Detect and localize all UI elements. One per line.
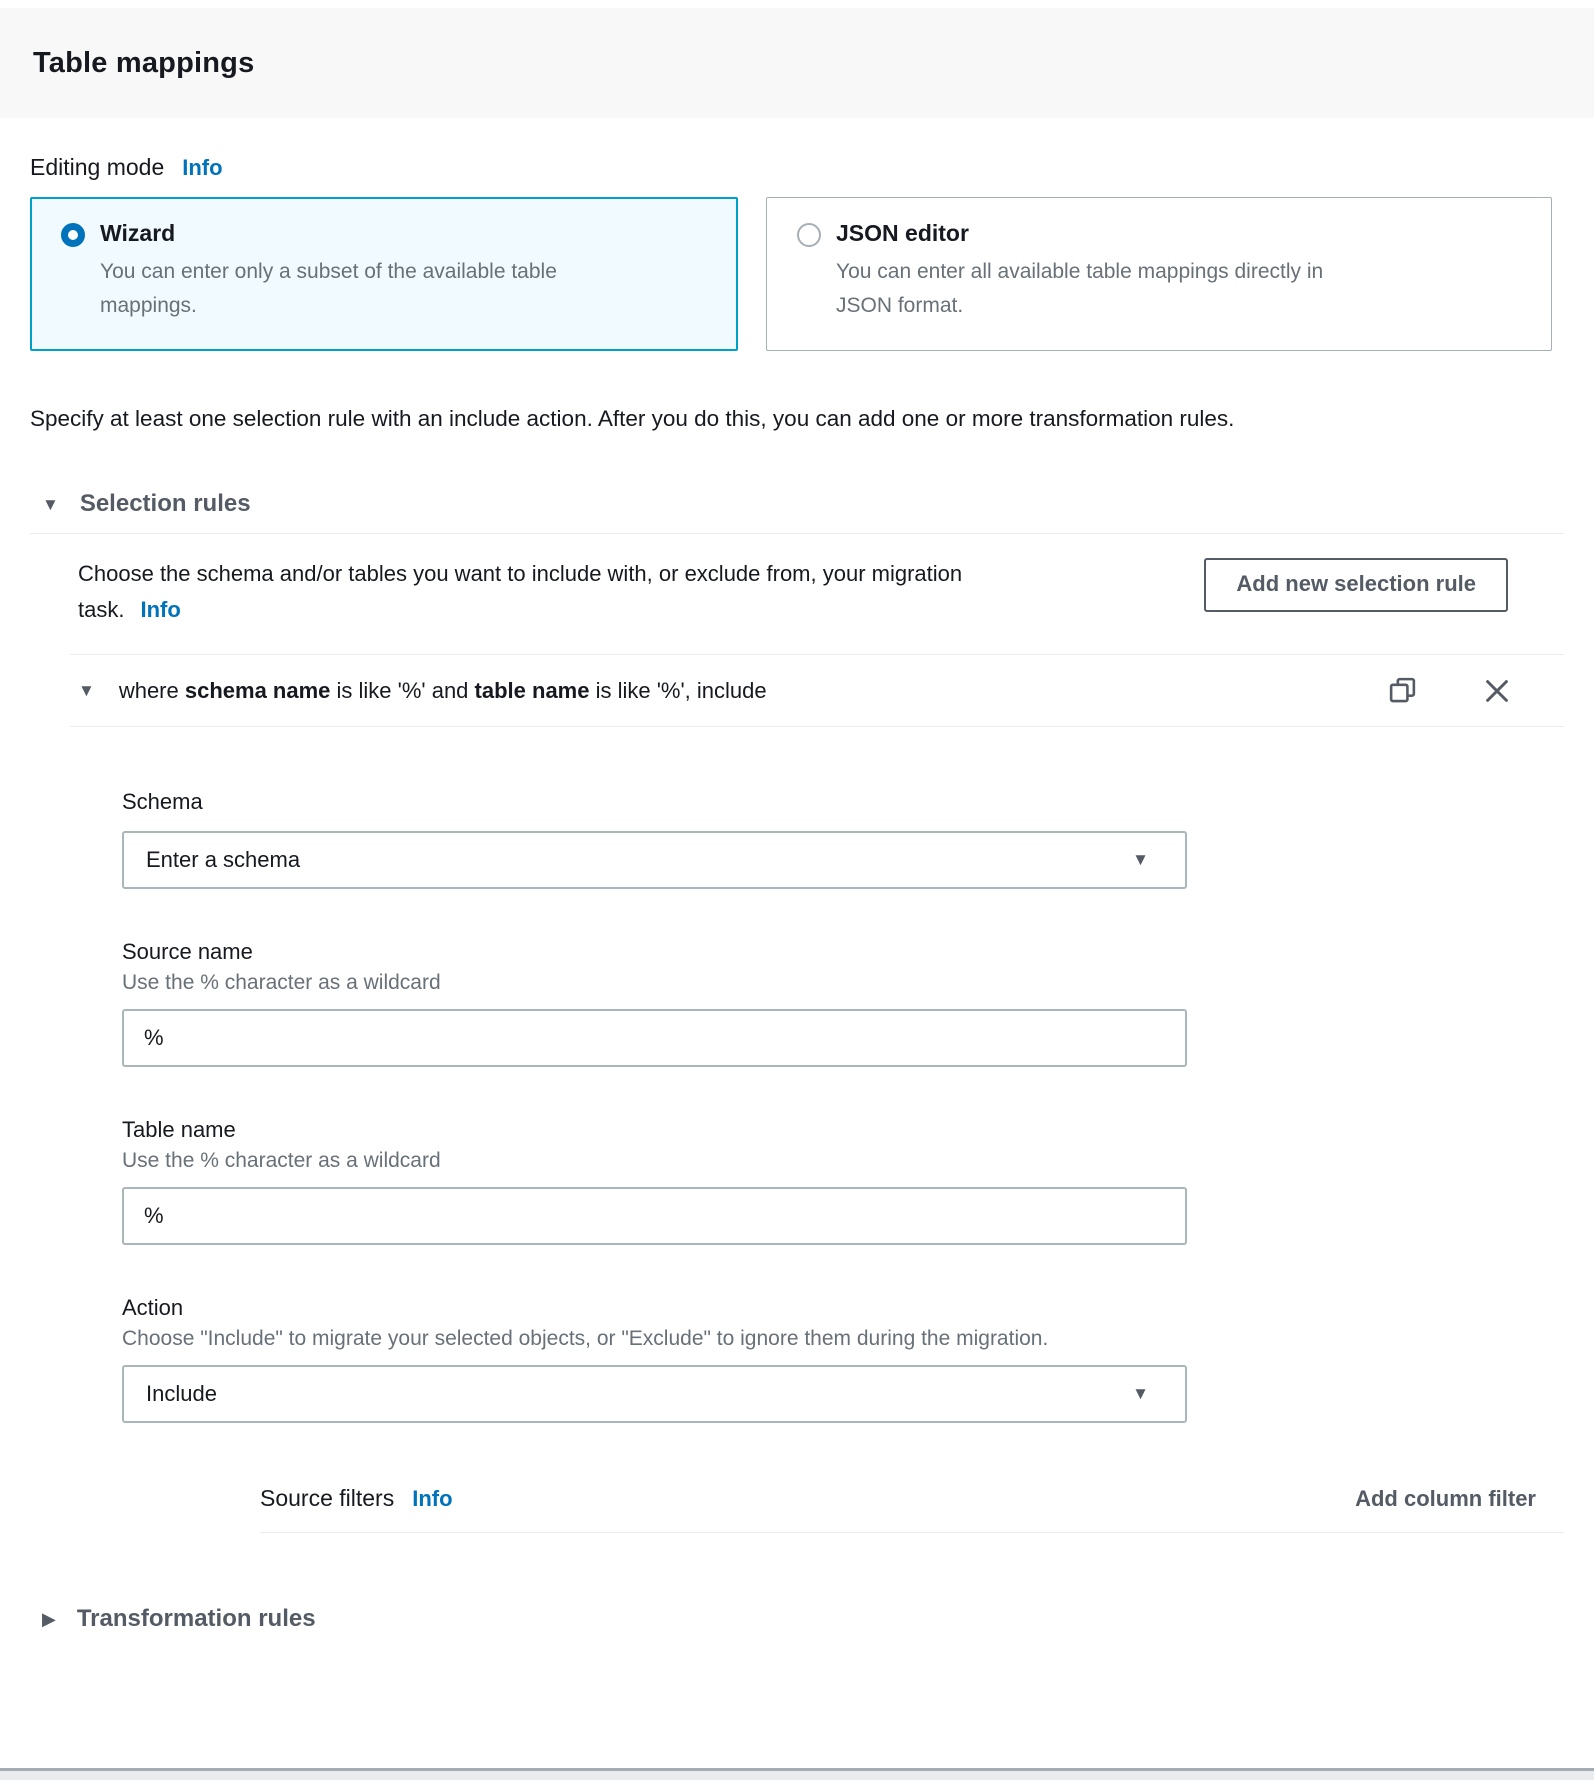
rule-summary-text: where [118, 677, 185, 703]
rule-collapse-triangle-down-icon[interactable]: ▼ [78, 681, 95, 700]
source-name-input[interactable] [122, 1009, 1187, 1067]
selection-rules-description-text: Choose the schema and/or tables you want to include with, or exclude from, your migration task. [78, 561, 963, 622]
table-name-label: Table name [122, 1117, 236, 1142]
close-icon [1482, 676, 1512, 706]
transformation-rules-header[interactable] [30, 1605, 1564, 1633]
action-hint: Choose "Include" to migrate your selected objects, or "Exclude" to ignore them during the migration. [122, 1327, 1049, 1350]
action-select-value: Include [146, 1381, 217, 1406]
add-selection-rule-button[interactable]: Add new selection rule [1204, 558, 1508, 612]
selection-rule-header-row[interactable] [70, 655, 1564, 726]
selection-rule-form [122, 789, 1564, 1533]
rule-actions [1387, 675, 1512, 706]
remove-rule-button[interactable] [1482, 676, 1512, 706]
top-strip [0, 0, 1594, 8]
next-section-edge [0, 1768, 1594, 1780]
divider [30, 533, 1564, 534]
intro-text: Specify at least one selection rule with an include action. After you do this, you can add one or more transformation rules. [30, 406, 1235, 431]
rule-summary-schema-name: schema name [184, 677, 331, 703]
editing-mode-cards [30, 197, 1564, 351]
selection-rules-title: Selection rules [79, 490, 251, 517]
selection-rules-toolbar [78, 556, 1564, 628]
source-name-hint: Use the % character as a wildcard [122, 971, 441, 994]
chevron-down-icon: ▼ [1132, 1384, 1149, 1403]
collapse-triangle-right-icon[interactable]: ▶ [42, 1609, 56, 1629]
duplicate-rule-button[interactable] [1387, 675, 1418, 706]
selection-rules-header[interactable] [30, 490, 1564, 518]
page-title: Table mappings [33, 46, 255, 79]
wizard-card-body [100, 220, 605, 323]
wizard-card-description: You can enter only a subset of the available table mappings. [100, 260, 557, 317]
wizard-mode-card[interactable] [30, 197, 738, 351]
rule-summary-text: is like '%' and [330, 677, 475, 703]
table-name-input[interactable] [122, 1187, 1187, 1245]
json-editor-card-body [836, 220, 1384, 323]
rule-summary-text: is like '%', include [589, 677, 767, 703]
selection-rule-block [70, 654, 1564, 1533]
transformation-rules-title: Transformation rules [76, 1605, 316, 1632]
action-field-group [122, 1295, 1564, 1423]
json-editor-card-title: JSON editor [836, 220, 969, 246]
schema-label: Schema [122, 789, 203, 814]
panel-content [0, 154, 1594, 1633]
editing-mode-row [30, 154, 1564, 181]
source-name-label: Source name [122, 939, 253, 964]
rule-summary [119, 678, 767, 704]
divider [70, 726, 1564, 727]
schema-select[interactable] [122, 831, 1187, 889]
collapse-triangle-down-icon[interactable]: ▼ [42, 494, 59, 514]
schema-field-group [122, 789, 1564, 889]
rule-summary-table-name: table name [474, 677, 590, 703]
selection-rules-description [78, 556, 1013, 628]
table-name-hint: Use the % character as a wildcard [122, 1149, 441, 1172]
json-editor-card-description: You can enter all available table mappings directly in JSON format. [836, 260, 1324, 317]
table-name-field-group [122, 1117, 1564, 1245]
source-filters-info-link[interactable]: Info [412, 1486, 453, 1511]
json-editor-radio-unchecked-icon[interactable] [797, 223, 821, 247]
chevron-down-icon: ▼ [1132, 850, 1149, 869]
schema-select-value: Enter a schema [146, 847, 301, 872]
source-filters-label: Source filters [260, 1485, 395, 1511]
add-column-filter-button[interactable]: Add column filter [1355, 1486, 1536, 1511]
editing-mode-info-link[interactable]: Info [182, 155, 223, 180]
action-select[interactable] [122, 1365, 1187, 1423]
wizard-radio-checked-icon[interactable] [61, 223, 85, 247]
selection-rules-info-link[interactable]: Info [140, 597, 181, 622]
action-label: Action [122, 1295, 184, 1320]
copy-icon [1387, 675, 1418, 706]
json-editor-mode-card[interactable] [766, 197, 1552, 351]
editing-mode-label: Editing mode [30, 154, 165, 180]
source-name-field-group [122, 939, 1564, 1067]
divider [260, 1532, 1564, 1533]
source-filters-row [260, 1485, 1564, 1512]
wizard-card-title: Wizard [100, 220, 176, 246]
panel-header [0, 8, 1594, 118]
